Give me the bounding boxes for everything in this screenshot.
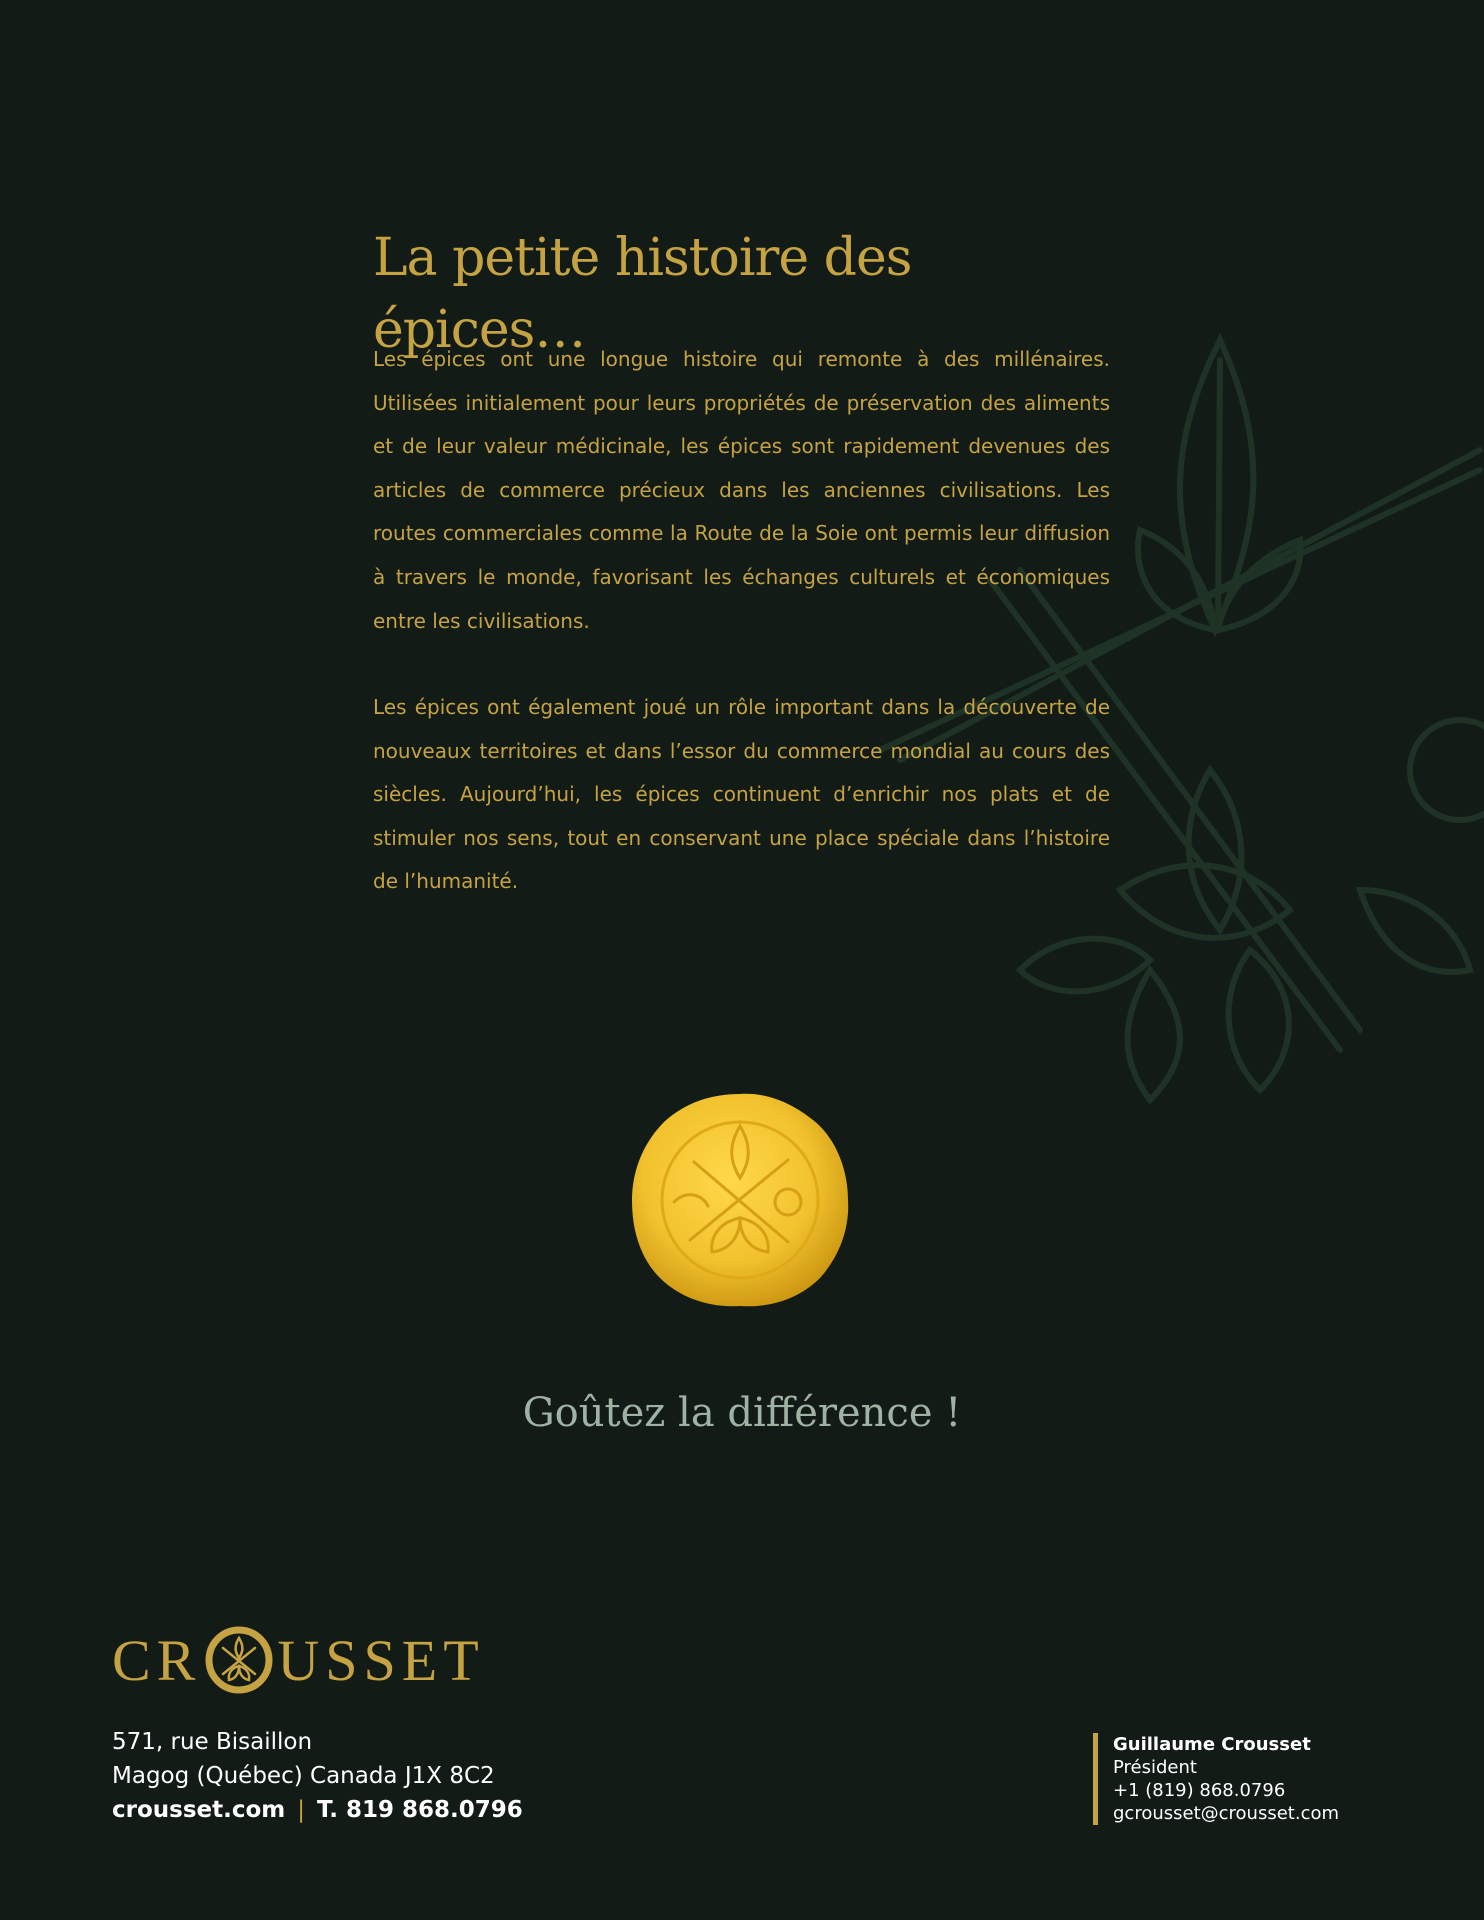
wax-seal-image xyxy=(628,1090,853,1310)
contact-card xyxy=(1093,1733,1339,1825)
crousset-logo xyxy=(112,1625,485,1695)
company-address xyxy=(112,1725,523,1827)
logo-text-left: CR xyxy=(112,1627,202,1693)
history-paragraph-2: Les épices ont également joué un rôle important dans la découverte de nouveaux territoires et dans l’essor du commerce mondial au cours des siècles. Aujourd’hui, les épices continuent d’enrichir nos plats et de stimuler nos sens, tout en conservant une place spéciale dans l’histoire de l’humanité. xyxy=(373,695,1110,894)
address-line-1: 571, rue Bisaillon xyxy=(112,1729,313,1755)
logo-text-right: USSET xyxy=(277,1627,485,1693)
address-separator: | xyxy=(297,1797,306,1823)
page-title: La petite histoire des épices… xyxy=(373,228,912,360)
contact-role: Président xyxy=(1113,1757,1197,1778)
contact-name: Guillaume Crousset xyxy=(1113,1734,1311,1755)
contact-phone: +1 (819) 868.0796 xyxy=(1113,1780,1286,1801)
contact-email[interactable]: gcrousset@crousset.com xyxy=(1113,1803,1340,1824)
company-phone: T. 819 868.0796 xyxy=(317,1797,523,1823)
address-line-2: Magog (Québec) Canada J1X 8C2 xyxy=(112,1763,495,1789)
history-paragraph-1: Les épices ont une longue histoire qui remonte à des millénaires. Utilisées initialement pour leurs propriétés de préservation des aliments et de leur valeur médicinale, les épices sont rapidement devenues des articles de commerce précieux dans les anciennes civilisations. Les routes commerciales comme la Route de la Soie ont permis leur diffusion à travers le monde, favorisant les échanges culturels et économiques entre les civilisations. xyxy=(373,347,1110,633)
tagline: Goûtez la différence ! xyxy=(522,1390,962,1436)
logo-emblem-icon xyxy=(205,1626,273,1694)
website-link[interactable]: crousset.com xyxy=(112,1797,286,1823)
